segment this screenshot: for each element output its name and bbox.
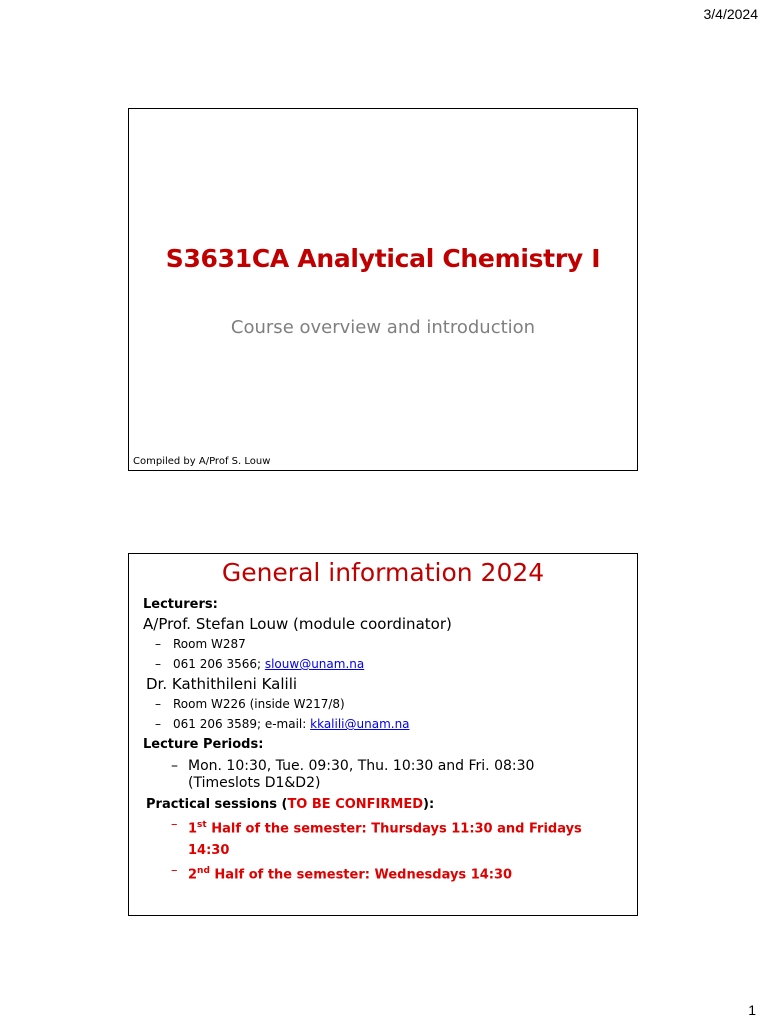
lecturer2-room bbox=[143, 694, 627, 714]
ordinal: 1 bbox=[188, 821, 198, 837]
lecturers-heading: Lecturers: bbox=[143, 597, 218, 612]
general-info-body bbox=[143, 596, 627, 887]
practical-heading bbox=[143, 796, 627, 814]
lecturer1-contact bbox=[143, 654, 627, 674]
lecturer1-email-link[interactable]: slouw@unam.na bbox=[264, 657, 365, 671]
course-title: S3631CA Analytical Chemistry I bbox=[165, 244, 601, 273]
ordinal-suffix: nd bbox=[197, 866, 210, 877]
practical-item-second-half bbox=[143, 860, 627, 886]
lecturer1-room bbox=[143, 634, 627, 654]
lecture-periods-line2: (Timeslots D1&D2) bbox=[188, 775, 321, 791]
slide-general-info bbox=[128, 553, 638, 916]
lecturer1-room-text: Room W287 bbox=[173, 637, 246, 651]
bullet-dash: – bbox=[171, 863, 178, 879]
lecturer2-room-text: Room W226 (inside W217/8) bbox=[173, 697, 345, 711]
bullet-dash: – bbox=[155, 717, 161, 731]
compiled-by: Compiled by A/Prof S. Louw bbox=[133, 456, 271, 467]
lecturer1-phone: 061 206 3566; bbox=[173, 657, 265, 671]
bullet-dash: – bbox=[155, 697, 161, 711]
practical-item-first-half bbox=[143, 814, 627, 862]
lecture-periods-item bbox=[143, 758, 627, 792]
lecturer2-name: Dr. Kathithileni Kalili bbox=[146, 675, 298, 693]
lecturer2-email-link[interactable]: kkalili@unam.na bbox=[310, 717, 410, 731]
print-date: 3/4/2024 bbox=[703, 6, 758, 22]
bullet-dash: – bbox=[155, 657, 161, 671]
practical-suffix: ): bbox=[423, 797, 435, 812]
practical-item-text: Half of the semester: Thursdays 11:30 and Fridays 14:30 bbox=[188, 821, 582, 859]
lecturer2-contact bbox=[143, 714, 627, 734]
ordinal-suffix: st bbox=[197, 820, 207, 830]
lecture-periods-heading: Lecture Periods: bbox=[143, 737, 264, 752]
bullet-dash: – bbox=[171, 817, 178, 832]
bullet-dash: – bbox=[171, 758, 178, 774]
practical-prefix: Practical sessions ( bbox=[146, 797, 288, 812]
practical-item-text: Half of the semester: Wednesdays 14:30 bbox=[209, 867, 513, 883]
lecturer1-name: A/Prof. Stefan Louw (module coordinator) bbox=[143, 615, 452, 633]
general-info-title: General information 2024 bbox=[221, 558, 545, 587]
course-subtitle: Course overview and introduction bbox=[230, 317, 536, 338]
page-number: 1 bbox=[748, 1002, 756, 1018]
bullet-dash: – bbox=[155, 637, 161, 651]
lecturer2-phone: 061 206 3589; e-mail: bbox=[173, 717, 311, 731]
slide-title bbox=[128, 108, 638, 471]
practical-status: TO BE CONFIRMED bbox=[287, 797, 424, 812]
lecture-periods-line1: Mon. 10:30, Tue. 09:30, Thu. 10:30 and Fri. 08:30 bbox=[188, 758, 535, 774]
ordinal: 2 bbox=[188, 867, 198, 883]
